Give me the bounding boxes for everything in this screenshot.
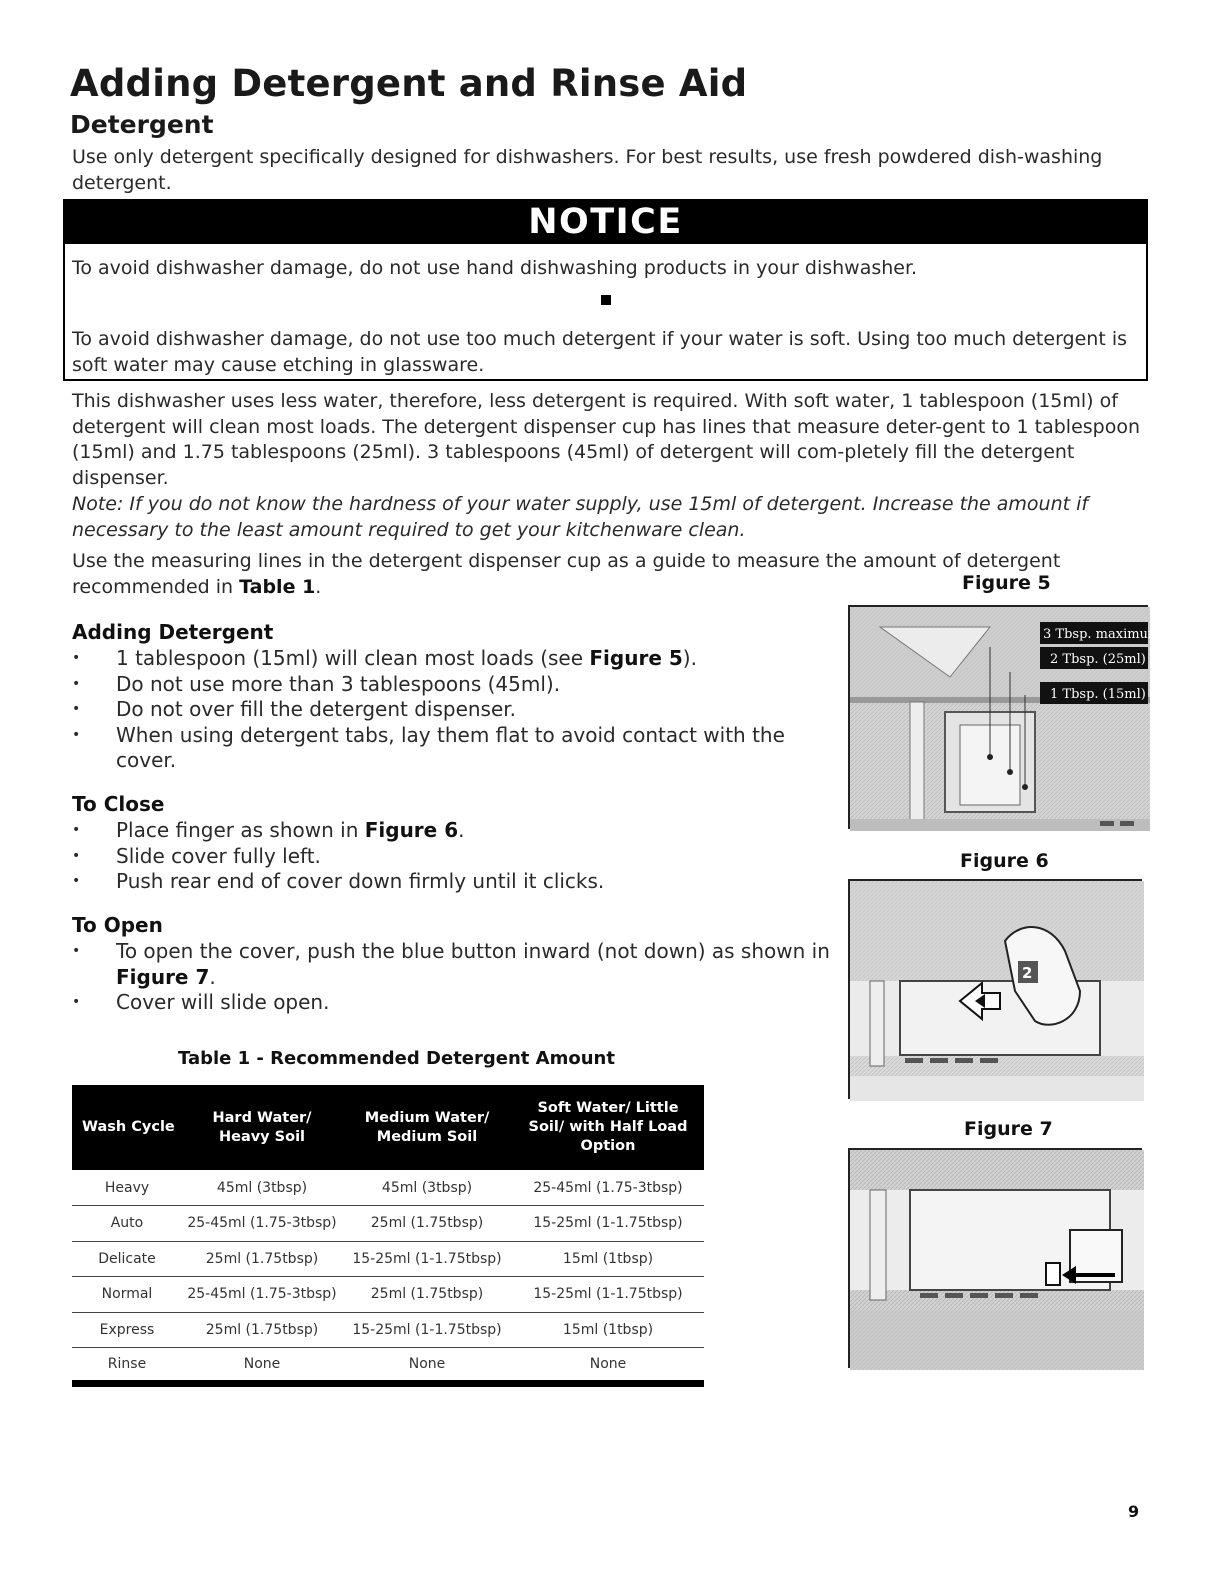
table-cell: Delicate [72, 1241, 182, 1277]
table-cell: 45ml (3tbsp) [342, 1170, 512, 1206]
table-cell: 45ml (3tbsp) [182, 1170, 342, 1206]
list-item: • 1 tablespoon (15ml) will clean most loads (see Figure 5). [72, 646, 832, 672]
adding-detergent-list [72, 646, 832, 774]
table-cell: 15-25ml (1-1.75tbsp) [512, 1277, 704, 1313]
page-number: 9 [1128, 1502, 1140, 1521]
notice-title: NOTICE [528, 202, 683, 242]
table-caption: Table 1 - Recommended Detergent Amount [178, 1048, 615, 1069]
table-cell: 25-45ml (1.75-3tbsp) [182, 1206, 342, 1242]
list-item: • Slide cover fully left. [72, 844, 832, 870]
adding-detergent-heading: Adding Detergent [72, 620, 274, 644]
figure-6-reference: Figure 6 [364, 818, 459, 842]
to-close-list [72, 818, 832, 895]
table-reference: Table 1 [239, 575, 316, 598]
table-cell: 25ml (1.75tbsp) [182, 1312, 342, 1348]
column-header: Medium Water/ Medium Soil [342, 1085, 512, 1170]
list-item: • Do not over fill the detergent dispenser. [72, 697, 832, 723]
figure-5-reference: Figure 5 [589, 646, 683, 670]
notice-line-1: To avoid dishwasher damage, do not use hand dishwashing products in your dishwasher. [72, 257, 918, 279]
figure-6-step-number: 2 [1022, 964, 1033, 982]
table-cell: Heavy [72, 1170, 182, 1206]
page-title: Adding Detergent and Rinse Aid [70, 62, 748, 105]
figure-6-image [848, 879, 1142, 1099]
figure-5-callout-2: 2 Tbsp. (25ml) [1050, 652, 1146, 667]
figure-7-image [848, 1148, 1142, 1368]
table-cell: None [512, 1348, 704, 1384]
to-open-list [72, 939, 832, 1016]
table-cell: Rinse [72, 1348, 182, 1384]
table-cell: 25-45ml (1.75-3tbsp) [512, 1170, 704, 1206]
table-row [72, 1170, 704, 1206]
column-header: Wash Cycle [72, 1085, 182, 1170]
table-cell: 15-25ml (1-1.75tbsp) [342, 1312, 512, 1348]
table-cell: None [182, 1348, 342, 1384]
column-header: Hard Water/ Heavy Soil [182, 1085, 342, 1170]
table-cell: 25ml (1.75tbsp) [342, 1206, 512, 1242]
table-cell: 15-25ml (1-1.75tbsp) [342, 1241, 512, 1277]
table-cell: 15ml (1tbsp) [512, 1312, 704, 1348]
note-paragraph: Note: If you do not know the hardness of your water supply, use 15ml of detergent. Increase the amount if necessary to the least amount required to get your kitchenware clean. [72, 493, 1089, 541]
list-item: • Do not use more than 3 tablespoons (45ml). [72, 672, 832, 698]
table-cell: Auto [72, 1206, 182, 1242]
table-cell: Normal [72, 1277, 182, 1313]
table-row [72, 1312, 704, 1348]
table-row [72, 1348, 704, 1384]
list-item: • Cover will slide open. [72, 990, 832, 1016]
list-item: • When using detergent tabs, lay them flat to avoid contact with the cover. [72, 723, 832, 774]
table-cell: Express [72, 1312, 182, 1348]
notice-line-2: To avoid dishwasher damage, do not use too much detergent if your water is soft. Using too much detergent is soft water may cause etching in glassware. [72, 328, 1128, 376]
table-row [72, 1206, 704, 1242]
list-item: • Place finger as shown in Figure 6. [72, 818, 832, 844]
table-cell: 25ml (1.75tbsp) [182, 1241, 342, 1277]
list-item: • To open the cover, push the blue button inward (not down) as shown in Figure 7. [72, 939, 832, 990]
detergent-table [72, 1085, 704, 1387]
notice-separator-bullet [601, 295, 611, 305]
to-open-heading: To Open [72, 913, 163, 937]
figure-5-label: Figure 5 [962, 572, 1051, 594]
body-paragraph-1: This dishwasher uses less water, therefore, less detergent is required. With soft water, 1 tablespoon (15ml) of detergent will clean most loads. The detergent dispenser cup has lines that measure deter-gent to 1 tablespoon (15ml) and 1.75 tablespoons (25ml). 3 tablespoons (45ml) of detergent will com-pletely fill the detergent dispenser. [72, 390, 1141, 489]
body2-text: Use the measuring lines in the detergent dispenser cup as a guide to measure the amount of detergent recommended in [72, 550, 1061, 598]
body2-suffix: . [315, 575, 322, 598]
figure-5-image [848, 605, 1161, 829]
table-cell: 25ml (1.75tbsp) [342, 1277, 512, 1313]
detergent-heading: Detergent [70, 110, 214, 139]
to-close-heading: To Close [72, 792, 165, 816]
figure-7-label: Figure 7 [964, 1118, 1053, 1140]
table-row [72, 1277, 704, 1313]
table-header-row [72, 1085, 704, 1170]
figure-5-callout-3: 1 Tbsp. (15ml) [1050, 687, 1146, 702]
list-item: • Push rear end of cover down firmly until it clicks. [72, 869, 832, 895]
figure-7-reference: Figure 7 [116, 964, 210, 989]
table-cell: 25-45ml (1.75-3tbsp) [182, 1277, 342, 1313]
table-cell: 15-25ml (1-1.75tbsp) [512, 1206, 704, 1242]
table-cell: 15ml (1tbsp) [512, 1241, 704, 1277]
table-row [72, 1241, 704, 1277]
figure-5-callout-1: 3 Tbsp. maximum [1043, 627, 1161, 642]
table-cell: None [342, 1348, 512, 1384]
figure-6-label: Figure 6 [960, 850, 1049, 872]
column-header: Soft Water/ Little Soil/ with Half Load Option [512, 1085, 704, 1170]
intro-paragraph: Use only detergent specifically designed for dishwashers. For best results, use fresh powdered dish-washing detergent. [72, 146, 1103, 194]
